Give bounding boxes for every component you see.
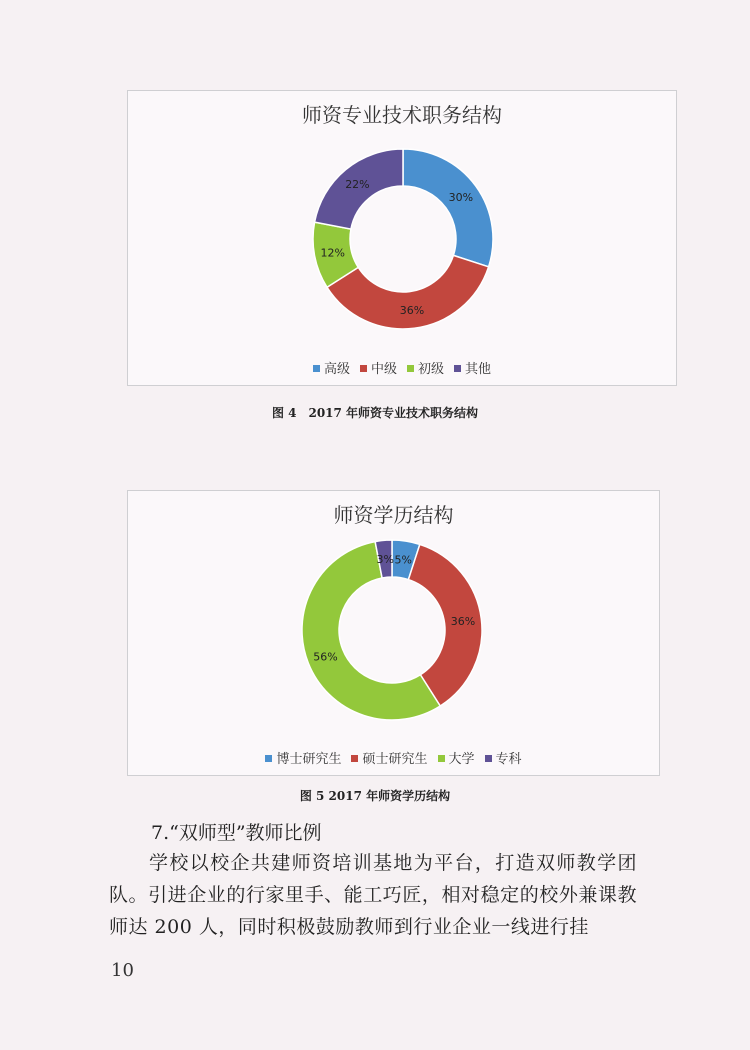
slice-label-2: 36% <box>399 303 425 317</box>
legend-swatch <box>485 755 492 762</box>
legend-swatch <box>360 365 367 372</box>
legend-item-1 <box>313 358 350 377</box>
legend-swatch <box>313 365 320 372</box>
legend-label: 专科 <box>495 752 522 767</box>
slice-label-3: 12% <box>320 246 345 260</box>
legend-item-4 <box>454 358 491 377</box>
legend-label: 中级 <box>370 362 397 377</box>
body-paragraph: 学校以校企共建师资培训基地为平台，打造双师教学团队。引进企业的行家里手、能工巧匠，相对稳定的校外兼课教师达 200 人，同时积极鼓励教师到行业企业一线进行挂 <box>109 852 637 938</box>
figure-caption: 图 4 2017 年师资专业技术职务结构 <box>271 406 479 420</box>
slice-label-4: 3% <box>376 552 394 566</box>
chart-legend <box>128 748 659 767</box>
slice-label-1: 30% <box>448 190 474 204</box>
slice-label-2: 36% <box>450 615 476 629</box>
legend-label: 硕士研究生 <box>362 752 428 767</box>
chart-legend <box>128 358 676 377</box>
chart-education-structure <box>127 490 660 776</box>
legend-swatch <box>407 365 414 372</box>
legend-label: 高级 <box>323 362 350 377</box>
legend-swatch <box>351 755 358 762</box>
section-heading: 7.“双师型”教师比例 <box>151 822 322 844</box>
legend-label: 其他 <box>465 362 492 377</box>
legend-label: 博士研究生 <box>276 752 342 767</box>
donut-chart <box>128 491 659 775</box>
slice-label-4: 22% <box>345 177 370 191</box>
legend-swatch <box>438 755 445 762</box>
legend-item-2 <box>351 748 427 767</box>
figure-caption: 图 5 2017 年师资学历结构 <box>299 789 451 803</box>
chart-title: 师资学历结构 <box>333 503 454 527</box>
legend-item-2 <box>360 358 397 377</box>
legend-swatch <box>454 365 461 372</box>
legend-item-3 <box>407 358 444 377</box>
legend-swatch <box>265 755 272 762</box>
donut-slice-1 <box>403 149 493 267</box>
legend-label: 初级 <box>418 362 445 377</box>
legend-label: 大学 <box>448 752 475 767</box>
slice-label-3: 56% <box>313 650 338 664</box>
page-number: 10 <box>111 960 134 981</box>
donut-chart <box>128 91 676 385</box>
slice-label-1: 5% <box>394 553 412 567</box>
legend-item-4 <box>485 748 522 767</box>
legend-item-1 <box>265 748 341 767</box>
chart-title: 师资专业技术职务结构 <box>302 103 502 127</box>
chart-title-structure <box>127 90 677 386</box>
legend-item-3 <box>438 748 475 767</box>
